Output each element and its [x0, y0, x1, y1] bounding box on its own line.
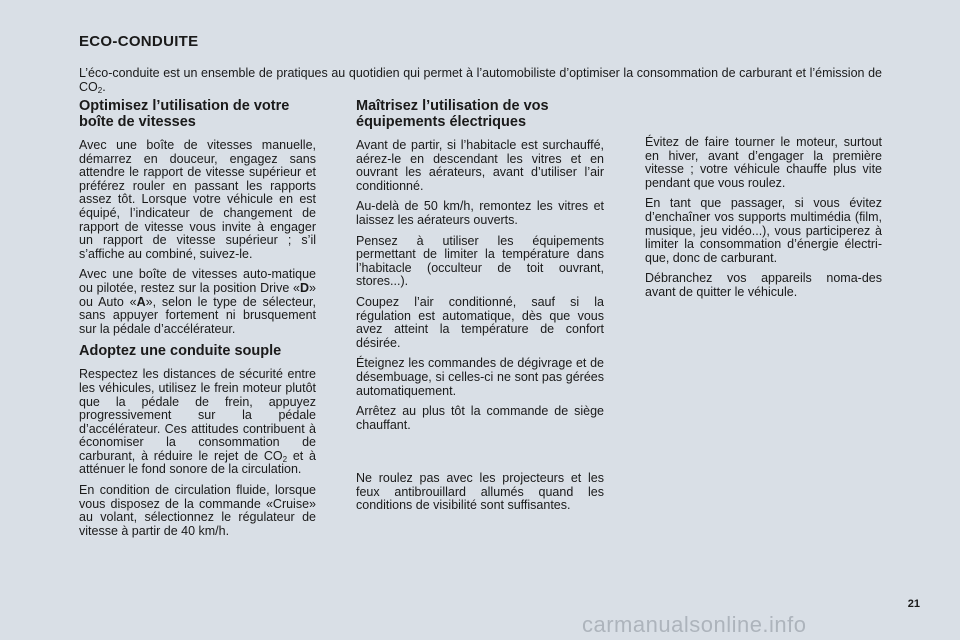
- paragraph-windows-up: Au-delà de 50 km/h, remontez les vitres et laissez les aérateurs ouverts.: [356, 199, 604, 227]
- text-fragment: », selon le type de sélecteur, sans appuyer fortement ni brusquement sur la pédale d’accélérateur.: [79, 294, 317, 336]
- intro-text: L’éco-conduite est un ensemble de pratiques au quotidien qui permet à l’automobiliste d’optimiser la consommation de carburant et l’émission de CO: [79, 66, 882, 94]
- co2-subscript: 2: [282, 454, 288, 464]
- paragraph-manual-gearbox: Avec une boîte de vitesses manuelle, démarrez en douceur, engagez sans attendre le rapport de vitesse supérieur et préférez rouler en passant les rapports assez tôt. Lorsque votre véhicule en est équipé, l’indicateur de changement de rapport de vitesse vous invite à engager un rapport de vitesse supérieur ; s’il s’affiche au combiné, suivez-le.: [79, 138, 316, 261]
- paragraph-air-conditioning: Coupez l’air conditionné, sauf si la régulation est automatique, dès que vous avez atteint la température de confort désirée.: [356, 294, 604, 350]
- text-fragment: et à atténuer le fond sonore de la circulation.: [79, 448, 316, 477]
- text-fragment: » ou Auto «: [79, 280, 316, 309]
- paragraph-demisting: Éteignez les commandes de dégivrage et de désembuage, si celles-ci ne sont pas gérées automatiquement.: [356, 356, 604, 398]
- intro-paragraph: [79, 66, 882, 94]
- paragraph-heated-seat: Arrêtez au plus tôt la commande de siège chauffant.: [356, 404, 604, 432]
- column-gearbox-driving: [79, 98, 316, 545]
- paragraph-automatic-gearbox: [79, 268, 316, 336]
- paragraph-headlamps: Ne roulez pas avec les projecteurs et les feux antibrouillard allumés quand les conditions de visibilité sont suffisantes.: [356, 471, 604, 513]
- intro-subscript: 2: [97, 86, 103, 95]
- paragraph-safety-distances: [79, 368, 316, 477]
- paragraph-sun-blinds: Pensez à utiliser les équipements permettant de limiter la température dans l’habitacle (occulteur de toit ouvrant, stores...).: [356, 233, 604, 289]
- heading-smooth-driving: Adoptez une conduite souple: [79, 343, 282, 360]
- text-fragment: Respectez les distances de sécurité entre les véhicules, utilisez le frein moteur plutôt que la pédale de frein, appuyez progressivement sur la pédale d’accélérateur. Ces attitudes contribuent à économiser la consommation de carburant, à réduire le rejet de CO: [79, 367, 316, 463]
- column-additional-tips: [645, 136, 882, 307]
- page-number: 21: [907, 598, 920, 610]
- page-title: ECO-CONDUITE: [79, 33, 199, 50]
- paragraph-cruise-control: En condition de circulation fluide, lorsque vous disposez de la commande «Cruise» au volant, sélectionnez le régulateur de vitesse à partir de 40 km/h.: [79, 483, 316, 538]
- paragraph-engine-idle: Évitez de faire tourner le moteur, surtout en hiver, avant d’engager la première vitesse ; votre véhicule chauffe plus vite pendant que vous roulez.: [645, 135, 882, 190]
- paragraph-multimedia: En tant que passager, si vous évitez d’enchaîner vos supports multimédia (film, musique, jeu vidéo...), vous participerez à limiter la consommation d’énergie électri-que, donc de carburant.: [645, 196, 882, 265]
- heading-electrical: Maîtrisez l’utilisation de vos équipements électriques: [356, 98, 549, 130]
- text-fragment: Avec une boîte de vitesses auto-matique ou pilotée, restez sur la position Drive «: [79, 267, 316, 295]
- heading-gearbox: Optimisez l’utilisation de votre boîte de vitesses: [79, 98, 290, 130]
- column-electrical-equipment: [356, 98, 604, 520]
- watermark: carmanualsonline.info: [582, 612, 807, 637]
- intro-end: .: [102, 80, 106, 94]
- drive-position-label: D: [300, 280, 310, 295]
- paragraph-unplug-devices: Débranchez vos appareils noma-des avant de quitter le véhicule.: [645, 271, 882, 299]
- spacer: [356, 439, 604, 472]
- paragraph-ventilate-cabin: Avant de partir, si l’habitacle est surchauffé, aérez-le en descendant les vitres et en ouvrant les aérateurs, avant d’utiliser l’air conditionné.: [356, 138, 604, 193]
- auto-position-label: A: [136, 294, 146, 309]
